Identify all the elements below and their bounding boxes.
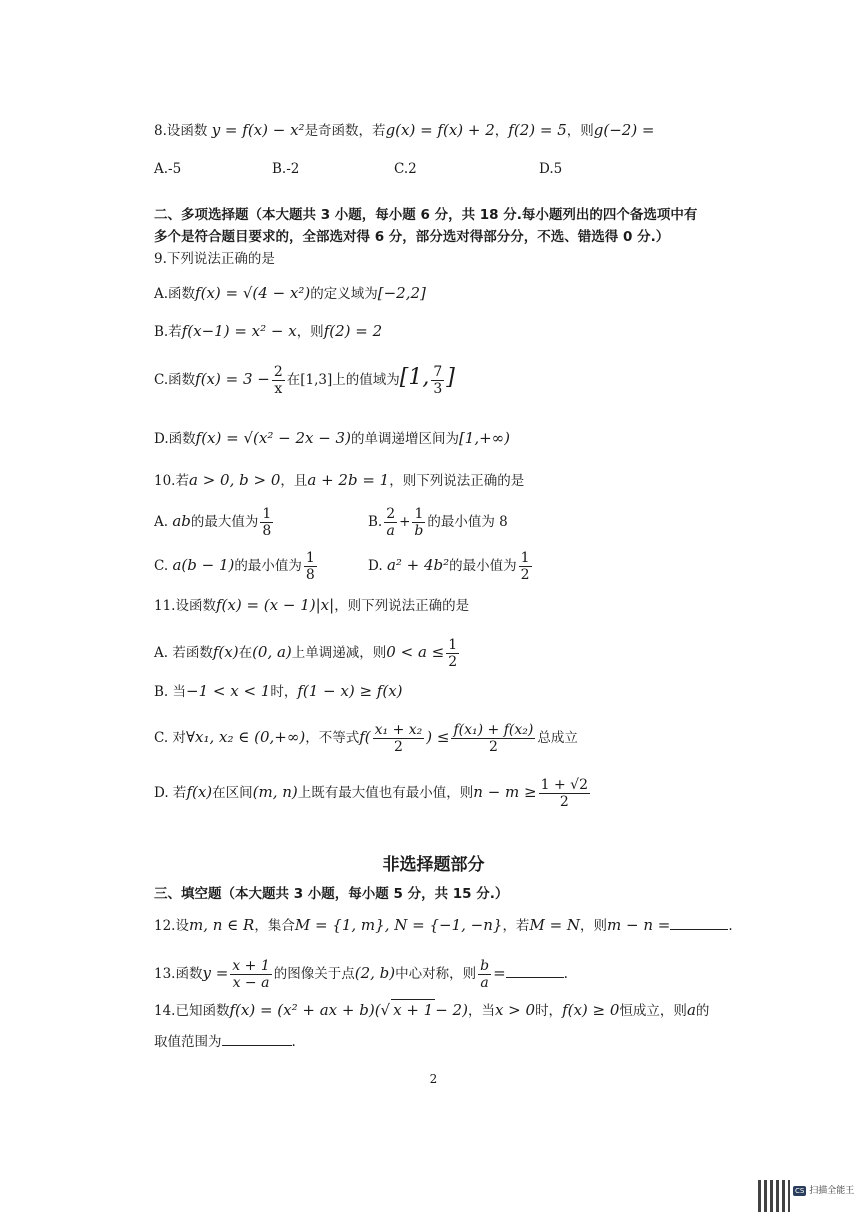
q13: 13.函数y = $\frac{x + 1}{x - a}$ 的图像关于点(2, b)中心对称，则 $\frac{b}{a}$ = .: [154, 958, 568, 991]
section-heading: 非选择题部分: [382, 855, 485, 875]
q8-options: [154, 159, 562, 179]
answer-blank: [670, 915, 728, 930]
option-b: B.-2: [272, 161, 300, 177]
fraction: $\frac{x + 1}{x - a}$: [232, 958, 270, 991]
q11-option-d: D. 若f(x)在区间(m, n)上既有最大值也有最小值，则n − m ≥ $\frac{1 + √2}{2}$: [154, 777, 588, 810]
section3-header: 三、填空题（本大题共 3 小题，每小题 5 分，共 15 分.）: [154, 886, 509, 902]
fraction: $\frac{1}{b}$: [414, 506, 424, 539]
scanner-logo: CS: [795, 1187, 805, 1195]
section2-header-line1: 二、多项选择题（本大题共 3 小题，每小题 6 分，共 18 分.每小题列出的四个备选项中有: [154, 207, 698, 223]
q10-option-d: D. a² + 4b²的最小值为 $\frac{1}{2}$: [368, 550, 530, 583]
fraction: $\frac{1}{2}$: [520, 550, 530, 583]
option-c: C.2: [394, 161, 417, 177]
fraction: $\frac{1}{8}$: [305, 550, 315, 583]
option-a: A.-5: [154, 161, 182, 177]
q12: 12.设m, n ∈ R，集合M = {1, m}, N = {−1, −n}，若M = N，则m − n = .: [154, 916, 733, 934]
q11-option-c: C. 对∀x₁, x₂ ∈ (0,+∞)，不等式f( $\frac{\text{x₁ + x₂}}{2}$ ) ≤ $\frac{\text{f(x₁) + f(x₂)}}{2}$ 总成立: [154, 722, 578, 755]
q10-option-b: B. $\frac{2}{a}$ + $\frac{1}{b}$ 的最小值为 8: [368, 506, 508, 539]
fraction: $\frac{1 + √2}{2}$: [540, 777, 588, 810]
fraction: $\frac{7}{3}$: [433, 364, 443, 397]
fraction: $\frac{b}{a}$: [480, 958, 490, 991]
fraction: $\frac{\text{f(x₁) + f(x₂)}}{2}$: [453, 722, 534, 755]
fraction: $\frac{2}{x}$: [273, 364, 283, 397]
q10-option-c: C. a(b − 1)的最小值为 $\frac{1}{8}$: [154, 550, 315, 583]
fraction: $\frac{\text{x₁ + x₂}}{2}$: [374, 722, 423, 755]
q9-option-c: C.函数f(x) = 3 − $\frac{2}{x}$ 在[1,3]上的值域为[1, $\frac{7}{3}$ ]: [154, 364, 455, 397]
q11-stem: 11.设函数f(x) = (x − 1)|x|，则下列说法正确的是: [154, 596, 470, 614]
answer-blank: [506, 963, 564, 978]
q11-option-b: B. 当−1 < x < 1时，f(1 − x) ≥ f(x): [154, 682, 403, 700]
q9-option-b: B.若f(x−1) = x² − x，则f(2) = 2: [154, 322, 383, 340]
fraction: $\frac{1}{8}$: [262, 506, 272, 539]
q10-stem: 10.若a > 0, b > 0，且a + 2b = 1，则下列说法正确的是: [154, 471, 525, 489]
q9-stem: 9.下列说法正确的是: [154, 251, 275, 267]
q9-option-d: D.函数f(x) = √(x² − 2x − 3)的单调递增区间为[1,+∞): [154, 429, 511, 447]
q10-option-a: A. ab的最大值为 $\frac{1}{8}$: [154, 506, 272, 539]
q14-line2: 取值范围为 .: [154, 1031, 296, 1052]
q9-option-a: A.函数f(x) = √(4 − x²)的定义域为[−2,2]: [154, 284, 426, 302]
scanner-badge: [793, 1183, 854, 1196]
q14-line1: 14.已知函数f(x) = (x² + ax + b)(√ x + 1 − 2)，当x > 0时，f(x) ≥ 0恒成立，则a的: [154, 1001, 710, 1019]
qr-code-icon: [758, 1180, 790, 1212]
fraction: $\frac{1}{2}$: [448, 637, 458, 670]
section2-header-line2: 多个是符合题目要求的，全部选对得 6 分，部分选对得部分分，不选、错选得 0 分.）: [154, 229, 670, 245]
answer-blank: [222, 1031, 292, 1046]
fraction: $\frac{2}{a}$: [386, 506, 396, 539]
option-d: D.5: [539, 161, 563, 177]
q11-option-a: A. 若函数f(x)在(0, a)上单调递减，则0 < a ≤ $\frac{1}{2}$: [154, 637, 458, 670]
page-number: 2: [429, 1072, 438, 1086]
scanner-name: 扫描全能王: [809, 1186, 855, 1196]
q8-stem: 8.设函数 y = f(x) − x²是奇函数，若g(x) = f(x) + 2，f(2) = 5，则g(−2) =: [154, 121, 655, 139]
